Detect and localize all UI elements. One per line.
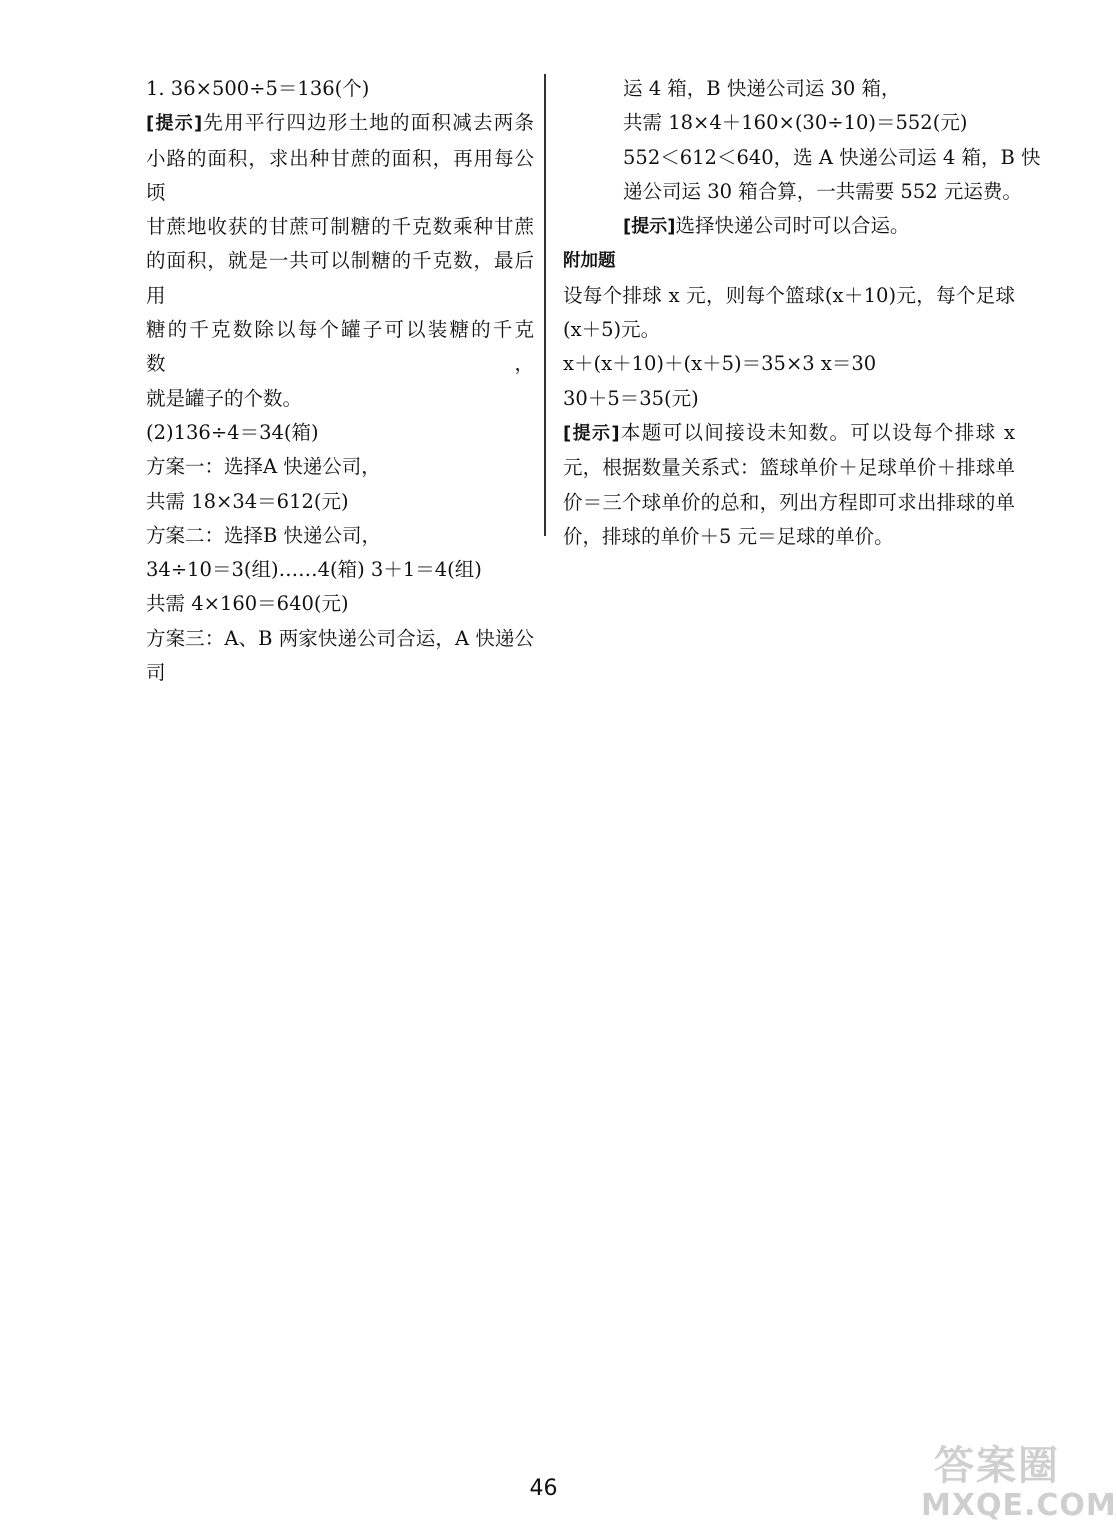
left-column [146, 72, 534, 690]
hint-tag: [提示] [623, 216, 676, 238]
page-number: 46 [529, 1476, 558, 1501]
text-line: 方案一：选择A 快递公司， [146, 455, 381, 479]
hint-tag: [提示] [563, 422, 620, 444]
right-column [563, 72, 1041, 554]
text-line: 1. 36×500÷5＝136(个) [146, 77, 370, 100]
text-line: x＋(x＋10)＋(x＋5)＝35×3 x＝30 [563, 352, 877, 376]
text-line: 价，排球的单价＋5 元＝足球的单价。 [563, 524, 894, 548]
text-line: 甘蔗地收获的甘蔗可制糖的千克数乘种甘蔗 [146, 215, 534, 239]
text-line: 元，根据数量关系式：篮球单价＋足球单价＋排球单 [563, 456, 1015, 480]
hint-line [563, 209, 1015, 244]
watermark-logo [921, 1443, 1117, 1530]
text-line: 共需 4×160＝640(元) [146, 592, 349, 616]
text-line: 的面积，就是一共可以制糖的千克数，最后用 [146, 249, 534, 307]
text-line: 先用平行四边形土地的面积减去两条 [202, 111, 534, 135]
text-line: 方案二：选择B 快递公司， [146, 523, 382, 547]
column-divider [544, 74, 546, 536]
hint-line [146, 106, 534, 141]
text-line: (2)136÷4＝34(箱) [146, 420, 319, 444]
text-line: 递公司运 30 箱合算，一共需要 552 元运费。 [623, 179, 1022, 203]
text-line: 糖的千克数除以每个罐子可以装糖的千克数， [146, 318, 534, 376]
hint-tag: [提示] [146, 113, 203, 135]
text-line: 就是罐子的个数。 [146, 386, 303, 410]
text-line: 552＜612＜640，选 A 快递公司运 4 箱，B 快 [623, 145, 1041, 169]
section-heading: 附加题 [563, 251, 616, 272]
text-line: 30＋5＝35(元) [563, 386, 699, 410]
text-line: 运 4 箱，B 快递公司运 30 箱， [623, 77, 901, 100]
text-line: 选择快递公司时可以合运。 [675, 214, 910, 238]
text-line: 小路的面积，求出种甘蔗的面积，再用每公顷 [146, 146, 534, 204]
text-line: (x＋5)元。 [563, 318, 661, 342]
text-line: 价＝三个球单价的总和，列出方程即可求出排球的单 [563, 490, 1015, 514]
text-line: 方案三：A、B 两家快递公司合运，A 快递公司 [146, 626, 534, 685]
text-line: 共需 18×34＝612(元) [146, 489, 349, 513]
text-line: 共需 18×4＋160×(30÷10)＝552(元) [623, 111, 968, 135]
hint-line [563, 416, 1015, 451]
watermark-text: 答案圈 [934, 1443, 1060, 1489]
text-line: 34÷10＝3(组)……4(箱) 3＋1＝4(组) [146, 558, 482, 582]
watermark-url: MXQE.COM [921, 1488, 1117, 1523]
text-line: 设每个排球 x 元，则每个篮球(x＋10)元，每个足球 [563, 283, 1015, 307]
text-line: 本题可以间接设未知数。可以设每个排球 x [619, 420, 1015, 444]
